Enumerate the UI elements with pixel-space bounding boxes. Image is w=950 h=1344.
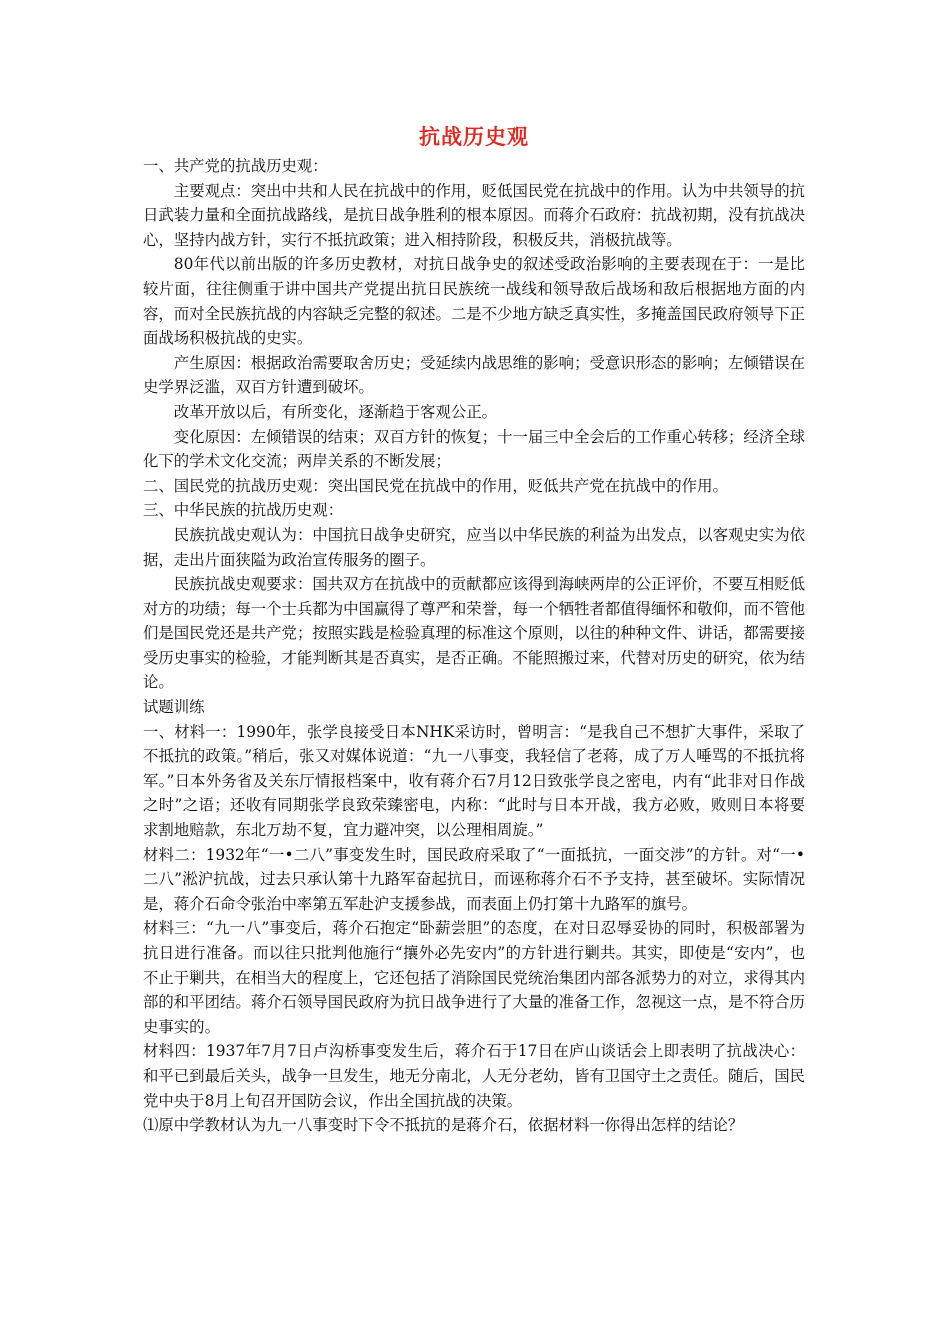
paragraph: 主要观点：突出中共和人民在抗战中的作用，贬低国民党在抗战中的作用。认为中共领导的抗日武装力量和全面抗战路线，是抗日战争胜利的根本原因。而蒋介石政府：抗战初期，没有抗战决心，坚持内战方针，实行不抵抗政策；进入相持阶段，积极反共，消极抗战等。 [143, 181, 805, 249]
document-body [143, 154, 805, 1138]
paragraph: 改革开放以后，有所变化，逐渐趋于客观公正。 [173, 402, 498, 421]
paragraph: 民族抗战史观要求：国共双方在抗战中的贡献都应该得到海峡两岸的公正评价，不要互相贬低对方的功绩；每一个士兵都为中国赢得了尊严和荣誉，每一个牺牲者都值得缅怀和敬仰，而不管他们是国民党还是共产党；按照实践是检验真理的标准这个原则，以往的种种文件、讲话，都需要接受历史事实的检验，才能判断其是否真实，是否正确。不能照搬过来，代替对历史的研究，依为结论。 [143, 575, 805, 692]
paragraph: 一、共产党的抗战历史观： [143, 157, 328, 175]
paragraph: 一、材料一：1990年，张学良接受日本NHK采访时，曾明言：“是我自己不想扩大事件，采取了不抵抗的政策。”稍后，张又对媒体说道：“九一八事变，我轻信了老蒋，成了万人唾骂的不抵抗将军。”日本外务省及关东厅情报档案中，收有蒋介石7月12日致张学良之密电，内有“此非对日作战之时”之语；还收有同期张学良致荣臻密电，内称：“此时与日本开战，我方必败，败则日本将要求割地赔款，东北万劫不复，宜力避冲突，以公理相周旋。” [143, 722, 805, 840]
paragraph: 80年代以前出版的许多历史教材，对抗日战争史的叙述受政治影响的主要表现在于：一是比较片面，往往侧重于讲中国共产党提出抗日民族统一战线和领导敌后战场和敌后根据地方面的内容，而对全民族抗战的内容缺乏完整的叙述。二是不少地方缺乏真实性，多掩盖国民政府领导下正面战场积极抗战的史实。 [143, 255, 805, 348]
paragraph: 三、中华民族的抗战历史观： [143, 501, 344, 520]
question: ⑴原中学教材认为九一八事变时下令不抵抗的是蒋介石，依据材料一你得出怎样的结论？ [143, 1116, 744, 1135]
paragraph: 材料二：1932年“一•二八”事变发生时，国民政府采取了“一面抵抗，一面交涉”的方针。对“一•二八”淞沪抗战，过去只承认第十九路军奋起抗日，而诬称蒋介石不予支持，甚至破坏。实际情况是，蒋介石命令张治中率第五军赴沪支援参战，而表面上仍打第十九路军的旗号。 [143, 845, 805, 913]
document-title: 抗战历史观 [419, 124, 529, 149]
paragraph: 材料四：1937年7月7日卢沟桥事变发生后，蒋介石于17日在庐山谈话会上即表明了抗战决心：和平已到最后关头，战争一旦发生，地无分南北，人无分老幼，皆有卫国守土之责任。随后，国民党中央于8月上旬召开国防会议，作出全国抗战的决策。 [143, 1042, 805, 1110]
paragraph: 材料三：“九一八”事变后，蒋介石抱定“卧薪尝胆”的态度，在对日忍辱妥协的同时，积极部署为抗日进行准备。而以往只批判他施行“攘外必先安内”的方针进行剿共。其实，即使是“安内”，也不止于剿共，在相当大的程度上，它还包括了消除国民党统治集团内部各派势力的对立，求得其内部的和平团结。蒋介石领导国民政府为抗日战争进行了大量的准备工作，忽视这一点，是不符合历史事实的。 [143, 919, 805, 1036]
paragraph: 二、国民党的抗战历史观：突出国民党在抗战中的作用，贬低共产党在抗战中的作用。 [143, 476, 728, 495]
document-page [143, 122, 805, 1138]
section-heading: 试题训练 [143, 698, 205, 717]
paragraph: 产生原因：根据政治需要取舍历史；受延续内战思维的影响；受意识形态的影响；左倾错误在史学界泛滥，双百方针遭到破坏。 [143, 353, 805, 397]
paragraph: 变化原因：左倾错误的结束；双百方针的恢复；十一届三中全会后的工作重心转移；经济全球化下的学术文化交流；两岸关系的不断发展； [143, 427, 805, 471]
paragraph: 民族抗战史观认为：中国抗日战争史研究，应当以中华民族的利益为出发点，以客观史实为依据，走出片面狭隘为政治宣传服务的圈子。 [143, 525, 805, 569]
